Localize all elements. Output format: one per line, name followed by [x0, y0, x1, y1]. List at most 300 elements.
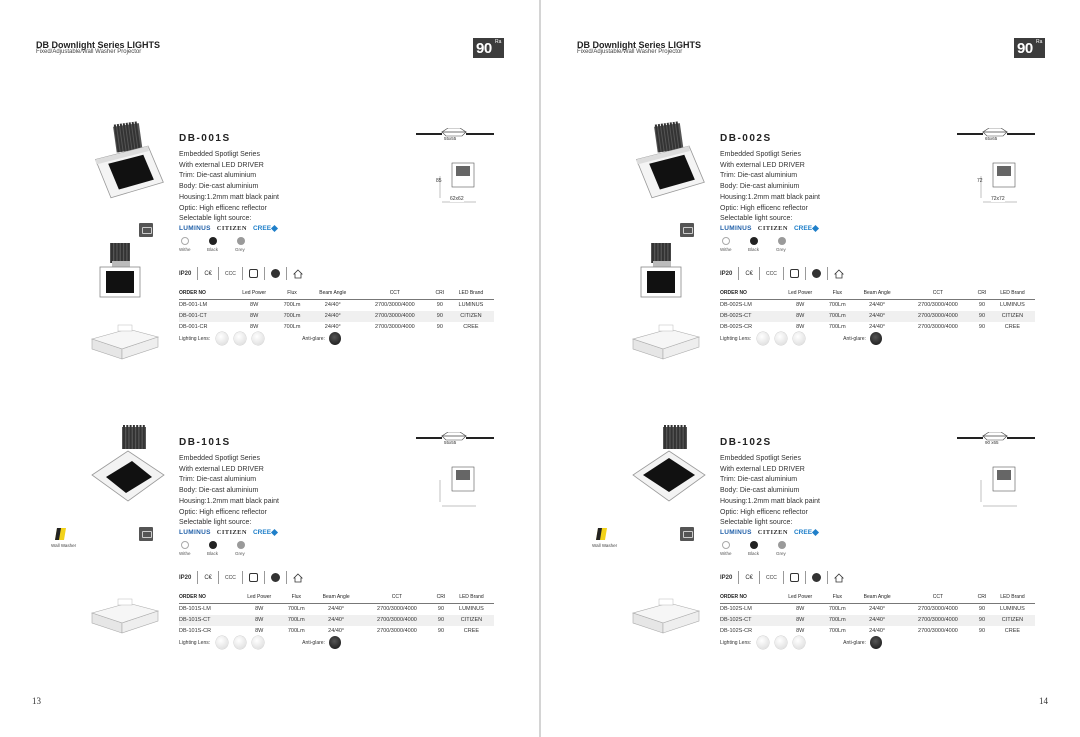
product-side-photo: [639, 243, 684, 298]
table-cell: 90: [974, 311, 990, 322]
table-row: [720, 604, 1035, 615]
dimension-top: 55x55: [444, 440, 457, 445]
order-table: [720, 592, 1035, 637]
product-photo: [629, 121, 709, 206]
product-model: DB-101S: [179, 437, 231, 448]
ccc-mark-icon: CCC: [225, 574, 236, 581]
table-cell: DB-101S-LM: [179, 606, 211, 613]
color-label: Grey: [776, 551, 786, 556]
column-header: Led Power: [232, 288, 276, 300]
product-block: [0, 437, 539, 687]
table-cell: 8W: [796, 302, 805, 309]
cree-diamond-icon: [812, 225, 819, 232]
table-row: [720, 300, 1035, 311]
table-cell: DB-002S-LM: [720, 302, 752, 309]
table-cell: 8W: [237, 615, 281, 626]
anti-glare-icon: [870, 332, 882, 345]
brand-citizen: CITIZEN: [757, 225, 788, 232]
class-ii-icon: [790, 573, 799, 582]
ccc-mark-icon: CCC: [766, 270, 777, 277]
color-options: [179, 541, 259, 559]
certifications: [720, 571, 843, 584]
divider: [827, 267, 828, 280]
table-row: [720, 626, 1035, 637]
dimension-drawing: [951, 128, 1051, 218]
color-swatch[interactable]: [778, 541, 786, 549]
table-cell: CITIZEN: [449, 615, 494, 626]
table-cell: 700Lm: [822, 615, 853, 626]
brand-cree: [253, 529, 277, 536]
spec-line: Housing:1.2mm matt black paint: [179, 497, 279, 505]
order-table: [179, 288, 494, 333]
divider: [286, 267, 287, 280]
product-photo: [629, 425, 709, 510]
column-header: CCT: [902, 288, 974, 300]
color-swatch[interactable]: [750, 541, 758, 549]
table-cell: 90: [436, 302, 443, 309]
product-trim-photo: [629, 323, 701, 363]
color-swatch[interactable]: [181, 237, 189, 245]
divider: [264, 571, 265, 584]
lens-label: Lighting Lens:: [179, 335, 211, 342]
divider: [827, 571, 828, 584]
spec-line: With external LED DRIVER: [179, 161, 264, 169]
brand-luminus: LUMINUS: [179, 225, 211, 232]
table-header-row: [179, 288, 494, 300]
class-ii-icon: [249, 573, 258, 582]
color-label: Grey: [776, 247, 786, 252]
table-cell: DB-002S-CR: [720, 324, 753, 330]
dimension-height: 72: [977, 178, 983, 184]
table-cell: 90: [978, 628, 986, 634]
product-side-photo: [98, 243, 143, 298]
lens-icon: [234, 636, 246, 649]
column-header: CCT: [902, 592, 974, 604]
color-swatch[interactable]: [722, 237, 730, 245]
page-gutter: [539, 0, 541, 737]
ra-badge: [473, 38, 504, 58]
table-cell: 8W: [232, 311, 276, 322]
lens-options: [720, 636, 882, 649]
table-cell: 700Lm: [828, 628, 846, 634]
brand-logo: [680, 527, 694, 541]
table-cell: 8W: [796, 606, 805, 613]
table-cell: DB-102S-LM: [720, 606, 752, 613]
header-title: DB Downlight Series LIGHTS: [577, 40, 702, 50]
color-swatch[interactable]: [181, 541, 189, 549]
color-swatch[interactable]: [722, 541, 730, 549]
product-block: [541, 437, 1080, 687]
table-cell: DB-001-CT: [179, 311, 232, 322]
brand-citizen: CITIZEN: [216, 225, 247, 232]
table-row: [720, 311, 1035, 322]
divider: [242, 571, 243, 584]
table-cell: CITIZEN: [990, 615, 1035, 626]
color-swatch[interactable]: [750, 237, 758, 245]
ip-rating: IP20: [720, 270, 733, 277]
column-header: Flux: [822, 592, 853, 604]
column-header: CRI: [432, 288, 448, 300]
spec-line: With external LED DRIVER: [179, 465, 264, 473]
spec-line: Housing:1.2mm matt black paint: [720, 497, 820, 505]
anti-glare-label: Anti-glare:: [843, 639, 866, 646]
table-cell: LUMINUS: [459, 606, 484, 613]
divider: [264, 267, 265, 280]
cree-diamond-icon: [271, 225, 278, 232]
table-row: [179, 615, 494, 626]
light-source-brands: [179, 225, 277, 232]
color-label: Black: [207, 551, 219, 556]
ce-mark-icon: C€: [745, 270, 754, 277]
table-cell: 90: [436, 324, 443, 330]
lens-icon: [775, 332, 787, 345]
dimension-top: 65x65: [985, 136, 998, 141]
light-source-brands: [720, 529, 818, 536]
header-title: DB Downlight Series LIGHTS: [36, 40, 161, 50]
table-cell: 24/40°: [328, 628, 345, 634]
wall-washer-icon: [596, 527, 608, 541]
divider: [197, 571, 198, 584]
table-cell: 24/40°: [853, 311, 902, 322]
table-cell: 24/40°: [308, 311, 358, 322]
table-cell: 2700/3000/4000: [361, 615, 433, 626]
column-header: Beam Angle: [308, 288, 358, 300]
color-swatch[interactable]: [209, 541, 217, 549]
brand-cree-label: CREE: [252, 529, 272, 536]
dimension-width: 62x62: [450, 196, 464, 202]
spec-line: Body: Die-cast aluminium: [179, 183, 259, 191]
ccc-mark-icon: CCC: [225, 270, 236, 277]
table-cell: LUMINUS: [458, 302, 484, 309]
column-header: Flux: [822, 288, 853, 300]
lens-icon: [216, 636, 228, 649]
divider: [783, 267, 784, 280]
column-header: CCT: [361, 592, 433, 604]
lens-label: Lighting Lens:: [720, 335, 752, 342]
order-table: [179, 592, 494, 637]
color-label: Withe: [720, 247, 732, 252]
lens-options: [179, 636, 341, 649]
column-header: Beam Angle: [853, 288, 902, 300]
table-cell: 700Lm: [287, 606, 305, 613]
table-cell: 90: [978, 302, 986, 309]
column-header: CRI: [974, 592, 990, 604]
dimmable-icon: [812, 573, 821, 582]
spec-line: Trim: Die-cast aluminium: [179, 172, 257, 180]
ce-mark-icon: C€: [204, 574, 213, 581]
column-header: Led Power: [778, 592, 822, 604]
table-cell: 90: [974, 615, 990, 626]
table-cell: 2700/3000/4000: [902, 615, 974, 626]
dimmable-icon: [271, 269, 280, 278]
ce-mark-icon: C€: [204, 270, 213, 277]
product-specs: [720, 454, 820, 529]
table-cell: 24/40°: [869, 302, 886, 309]
certifications: [720, 267, 843, 280]
column-header: Led Power: [778, 288, 822, 300]
product-trim-photo: [629, 597, 701, 637]
column-header: ORDER NO: [179, 288, 232, 300]
table-cell: DB-002S-CT: [720, 311, 778, 322]
column-header: ORDER NO: [720, 288, 778, 300]
divider: [759, 267, 760, 280]
spec-line: Optic: High efficenc reflector: [720, 204, 808, 212]
column-header: Beam Angle: [312, 592, 361, 604]
table-cell: 700Lm: [287, 628, 305, 634]
brand-cree: [253, 225, 277, 232]
dimension-height: 85: [436, 178, 442, 184]
table-cell: CITIZEN: [990, 311, 1035, 322]
table-row: [179, 604, 494, 615]
lens-icon: [757, 332, 769, 345]
lens-icon: [216, 332, 228, 345]
table-cell: CREE: [1004, 628, 1021, 634]
order-table: [720, 288, 1035, 333]
table-cell: 8W: [250, 324, 259, 330]
table-cell: LUMINUS: [1000, 606, 1025, 613]
class-ii-icon: [249, 269, 258, 278]
column-header: ORDER NO: [720, 592, 778, 604]
lens-icon: [234, 332, 246, 345]
spec-line: Selectable light source:: [720, 215, 793, 223]
table-cell: 2700/3000/4000: [374, 302, 415, 309]
ra-label: Ra: [1036, 39, 1043, 45]
anti-glare-label: Anti-glare:: [302, 639, 325, 646]
product-trim-photo: [88, 597, 160, 637]
color-label: Withe: [720, 551, 732, 556]
table-cell: 700Lm: [828, 324, 846, 330]
dimmable-icon: [812, 269, 821, 278]
page-right: [541, 0, 1080, 737]
table-cell: DB-102S-CT: [720, 615, 778, 626]
column-header: Beam Angle: [853, 592, 902, 604]
table-row: [179, 300, 494, 311]
anti-glare-label: Anti-glare:: [302, 335, 325, 342]
dimension-top: 55x55: [444, 136, 457, 141]
page-left: [0, 0, 539, 737]
ip-rating: IP20: [720, 574, 733, 581]
table-cell: 24/40°: [324, 302, 341, 309]
product-model: DB-102S: [720, 437, 772, 448]
table-cell: CITIZEN: [448, 311, 494, 322]
color-swatch[interactable]: [778, 237, 786, 245]
spec-line: Trim: Die-cast aluminium: [720, 476, 798, 484]
column-header: CRI: [974, 288, 990, 300]
divider: [286, 571, 287, 584]
lens-options: [720, 332, 882, 345]
spec-line: Trim: Die-cast aluminium: [179, 476, 257, 484]
table-cell: 90: [437, 606, 445, 613]
table-cell: 8W: [778, 615, 822, 626]
table-cell: 8W: [250, 302, 259, 309]
brand-cree-label: CREE: [793, 225, 813, 232]
product-photo: [88, 425, 168, 510]
color-options: [179, 237, 259, 255]
spec-line: Selectable light source:: [179, 519, 252, 527]
light-source-brands: [179, 529, 277, 536]
table-cell: 2700/3000/4000: [374, 324, 415, 330]
table-cell: 2700/3000/4000: [377, 628, 417, 634]
column-header: LED Brand: [449, 592, 494, 604]
spec-line: Embedded Spotligt Series: [720, 455, 801, 462]
brand-logo: [139, 527, 153, 541]
column-header: CRI: [433, 592, 449, 604]
table-cell: 700Lm: [828, 302, 846, 309]
color-label: Withe: [179, 247, 191, 252]
table-cell: 8W: [255, 606, 264, 613]
table-cell: 90: [433, 615, 449, 626]
color-label: Black: [748, 551, 760, 556]
color-label: Grey: [235, 247, 245, 252]
table-cell: 90: [978, 606, 986, 613]
ra-value: 90: [1017, 40, 1033, 57]
certifications: [179, 571, 302, 584]
dimension-drawing: [410, 128, 510, 218]
column-header: Flux: [276, 288, 307, 300]
table-cell: CREE: [463, 628, 480, 634]
color-label: Black: [207, 247, 219, 252]
table-cell: 2700/3000/4000: [918, 606, 958, 613]
table-cell: 24/40°: [869, 324, 886, 330]
table-cell: CREE: [463, 324, 479, 330]
column-header: CCT: [358, 288, 432, 300]
table-cell: 90: [437, 628, 445, 634]
table-row: [179, 322, 494, 333]
ip-rating: IP20: [179, 270, 192, 277]
table-cell: DB-001-CR: [179, 324, 208, 330]
table-cell: 8W: [778, 311, 822, 322]
product-trim-photo: [88, 323, 160, 363]
light-source-brands: [720, 225, 818, 232]
color-swatch[interactable]: [237, 237, 245, 245]
certifications: [179, 267, 302, 280]
wall-washer-label: Wall Washer: [51, 543, 77, 548]
color-swatch[interactable]: [209, 237, 217, 245]
table-cell: DB-101S-CT: [179, 615, 237, 626]
lens-icon: [793, 636, 805, 649]
ra-value: 90: [476, 40, 492, 57]
dimension-drawing: [410, 432, 510, 522]
table-header-row: [720, 288, 1035, 300]
ccc-mark-icon: CCC: [766, 574, 777, 581]
spec-line: Housing:1.2mm matt black paint: [720, 193, 820, 201]
table-header-row: [179, 592, 494, 604]
color-label: Black: [748, 247, 760, 252]
indoor-use-icon: [834, 269, 843, 278]
lens-label: Lighting Lens:: [179, 639, 211, 646]
spec-line: Body: Die-cast aluminium: [720, 183, 800, 191]
dimension-width: 72x72: [991, 196, 1005, 202]
brand-logo: [139, 223, 153, 237]
brand-cree: [794, 225, 818, 232]
lens-icon: [252, 636, 264, 649]
spec-line: With external LED DRIVER: [720, 465, 805, 473]
brand-citizen: CITIZEN: [757, 529, 788, 536]
product-photo: [88, 121, 168, 206]
product-specs: [179, 150, 279, 225]
dimension-drawing: [951, 432, 1051, 522]
spec-line: With external LED DRIVER: [720, 161, 805, 169]
divider: [805, 571, 806, 584]
color-label: Withe: [179, 551, 191, 556]
table-cell: 24/40°: [869, 628, 886, 634]
brand-citizen: CITIZEN: [216, 529, 247, 536]
cree-diamond-icon: [271, 529, 278, 536]
anti-glare-label: Anti-glare:: [843, 335, 866, 342]
spec-line: Trim: Die-cast aluminium: [720, 172, 798, 180]
color-swatch[interactable]: [237, 541, 245, 549]
divider: [197, 267, 198, 280]
spec-line: Optic: High efficenc reflector: [179, 508, 267, 516]
column-header: LED Brand: [990, 592, 1035, 604]
wall-washer-icon: [55, 527, 67, 541]
cree-diamond-icon: [812, 529, 819, 536]
spec-line: Optic: High efficenc reflector: [720, 508, 808, 516]
page-number-left: 13: [32, 696, 41, 706]
indoor-use-icon: [293, 573, 302, 582]
header-subtitle: Fixed/Adjustable/Wall Washer Projector: [577, 49, 683, 55]
spec-line: Embedded Spotligt Series: [720, 151, 801, 158]
product-block: [0, 133, 539, 383]
anti-glare-icon: [329, 636, 341, 649]
divider: [783, 571, 784, 584]
page-number-right: 14: [1039, 696, 1048, 706]
table-header-row: [720, 592, 1035, 604]
product-specs: [179, 454, 279, 529]
table-cell: LUMINUS: [1000, 302, 1025, 309]
table-cell: 700Lm: [281, 615, 312, 626]
spec-line: Housing:1.2mm matt black paint: [179, 193, 279, 201]
table-cell: DB-101S-CR: [179, 628, 212, 634]
color-label: Grey: [235, 551, 245, 556]
column-header: LED Brand: [448, 288, 494, 300]
spec-line: Body: Die-cast aluminium: [720, 487, 800, 495]
column-header: LED Brand: [990, 288, 1035, 300]
table-cell: CREE: [1004, 324, 1021, 330]
divider: [759, 571, 760, 584]
table-cell: 8W: [796, 324, 805, 330]
table-cell: DB-102S-CR: [720, 628, 753, 634]
divider: [218, 267, 219, 280]
ce-mark-icon: C€: [745, 574, 754, 581]
product-block: [541, 133, 1080, 383]
table-cell: 90: [432, 311, 448, 322]
table-row: [179, 311, 494, 322]
spec-line: Optic: High efficenc reflector: [179, 204, 267, 212]
brand-luminus: LUMINUS: [720, 529, 752, 536]
table-cell: 24/40°: [328, 606, 345, 613]
spec-line: Selectable light source:: [179, 215, 252, 223]
header-subtitle: Fixed/Adjustable/Wall Washer Projector: [36, 49, 142, 55]
divider: [738, 267, 739, 280]
table-row: [720, 615, 1035, 626]
table-cell: 700Lm: [283, 302, 301, 309]
divider: [805, 267, 806, 280]
ra-badge: [1014, 38, 1045, 58]
spec-line: Body: Die-cast aluminium: [179, 487, 259, 495]
table-cell: 700Lm: [283, 324, 301, 330]
lens-options: [179, 332, 341, 345]
table-cell: 8W: [255, 628, 264, 634]
divider: [218, 571, 219, 584]
table-row: [179, 626, 494, 637]
table-cell: 24/40°: [869, 606, 886, 613]
table-cell: 2700/3000/4000: [902, 311, 974, 322]
brand-cree-label: CREE: [793, 529, 813, 536]
product-specs: [720, 150, 820, 225]
column-header: Flux: [281, 592, 312, 604]
table-cell: 24/40°: [312, 615, 361, 626]
